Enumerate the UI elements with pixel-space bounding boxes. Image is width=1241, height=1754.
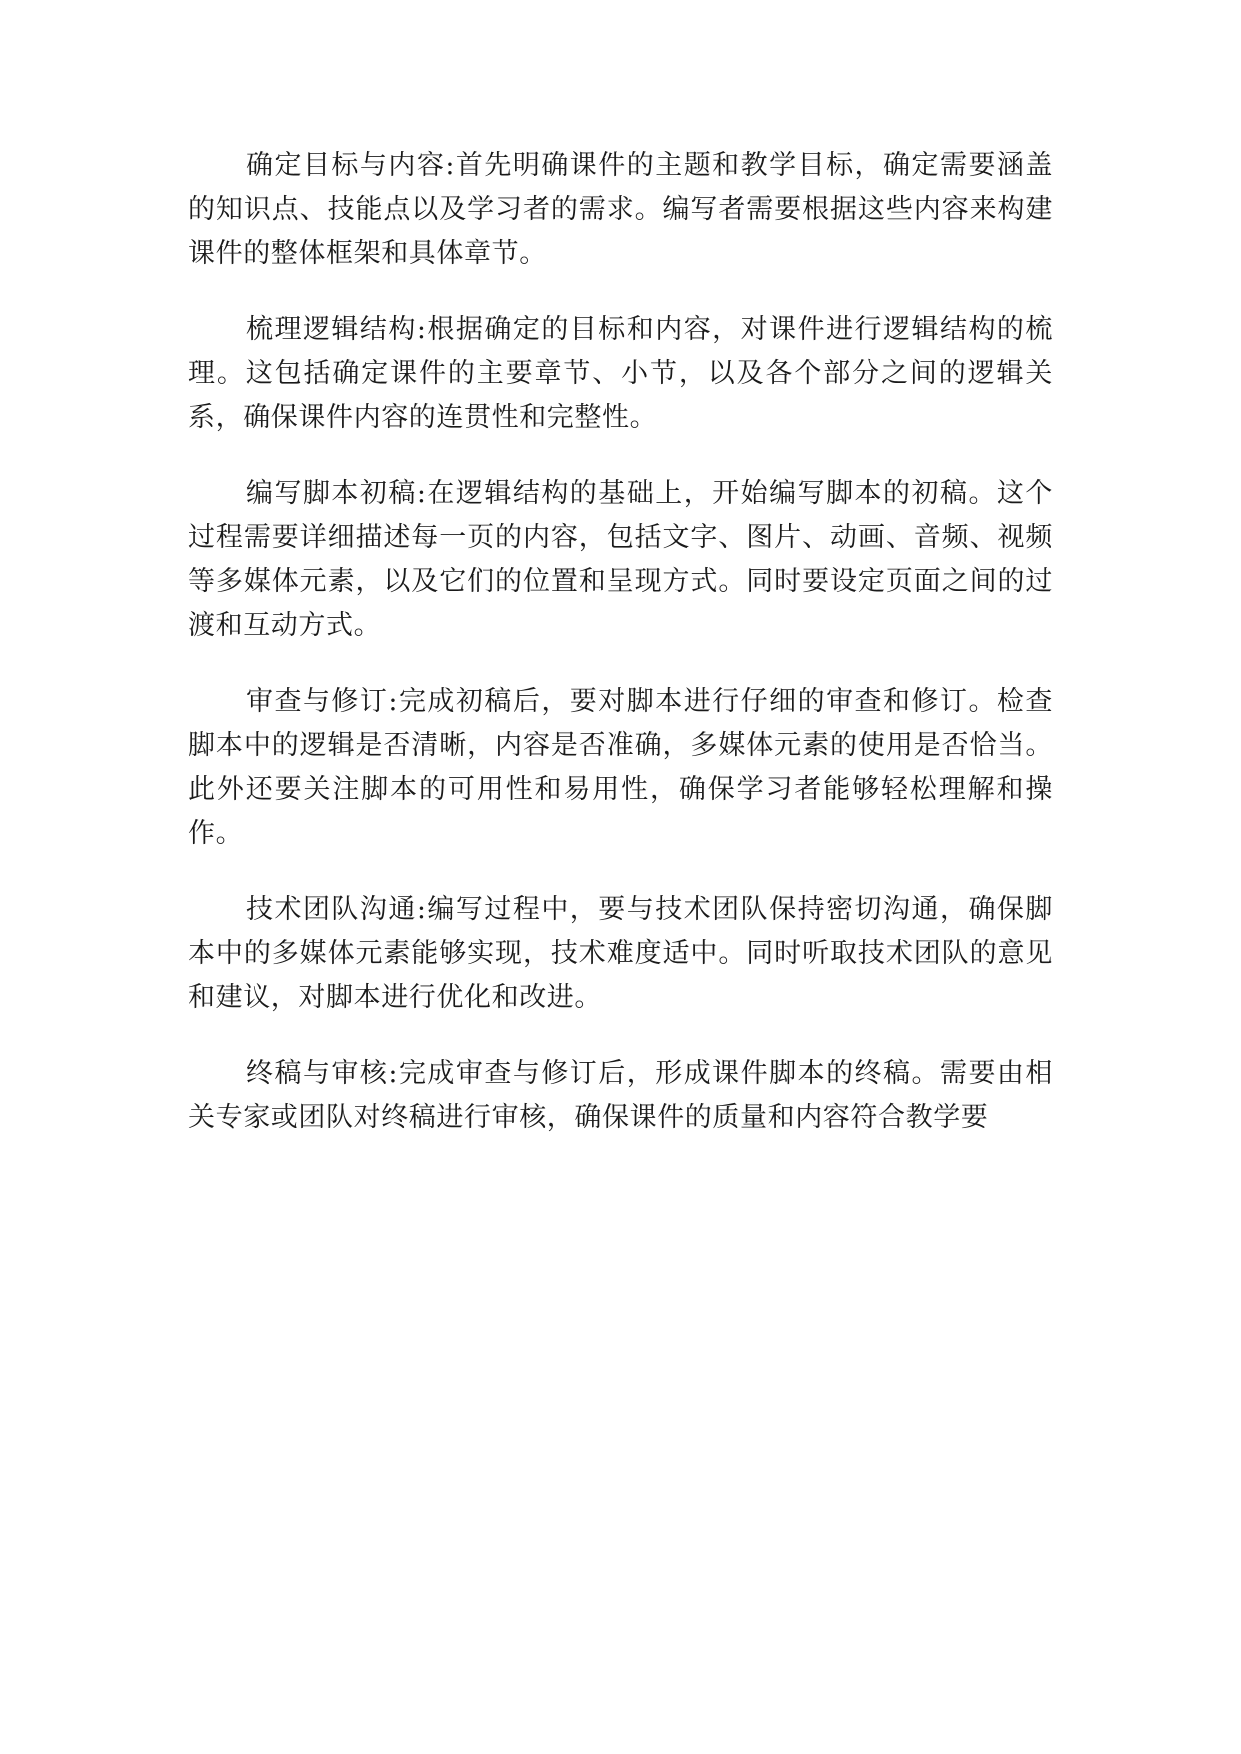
paragraph-text: 首先明确课件的主题和教学目标，确定需要涵盖的知识点、技能点以及学习者的需求。编写者需要根据这些内容来构建课件的整体框架和具体章节。 [188,150,1053,269]
paragraph-tech-team [188,888,1053,1020]
paragraph-final-review [188,1052,1053,1140]
paragraph-text: 完成审查与修订后，形成课件脚本的终稿。需要由相关专家或团队对终稿进行审核，确保课件的质量和内容符合教学要 [188,1058,1053,1133]
paragraph-draft-script [188,472,1053,648]
paragraph-determine-goals [188,144,1053,276]
paragraph-heading: 梳理逻辑结构: [246,314,427,345]
paragraph-heading: 审查与修订: [246,686,399,717]
paragraph-text: 根据确定的目标和内容，对课件进行逻辑结构的梳理。这包括确定课件的主要章节、小节，以及各个部分之间的逻辑关系，确保课件内容的连贯性和完整性。 [188,314,1053,433]
paragraph-review-revise [188,680,1053,856]
paragraph-logic-structure [188,308,1053,440]
paragraph-text: 完成初稿后，要对脚本进行仔细的审查和修订。检查脚本中的逻辑是否清晰，内容是否准确，多媒体元素的使用是否恰当。此外还要关注脚本的可用性和易用性，确保学习者能够轻松理解和操作。 [188,686,1053,849]
paragraph-text: 编写过程中，要与技术团队保持密切沟通，确保脚本中的多媒体元素能够实现，技术难度适中。同时听取技术团队的意见和建议，对脚本进行优化和改进。 [188,894,1053,1013]
paragraph-heading: 终稿与审核: [246,1058,399,1089]
paragraph-heading: 编写脚本初稿: [246,478,427,509]
paragraph-text: 在逻辑结构的基础上，开始编写脚本的初稿。这个过程需要详细描述每一页的内容，包括文字、图片、动画、音频、视频等多媒体元素，以及它们的位置和呈现方式。同时要设定页面之间的过渡和互动方式。 [188,478,1053,641]
document-body [188,144,1053,1172]
paragraph-heading: 技术团队沟通: [246,894,427,925]
paragraph-heading: 确定目标与内容: [246,150,456,181]
